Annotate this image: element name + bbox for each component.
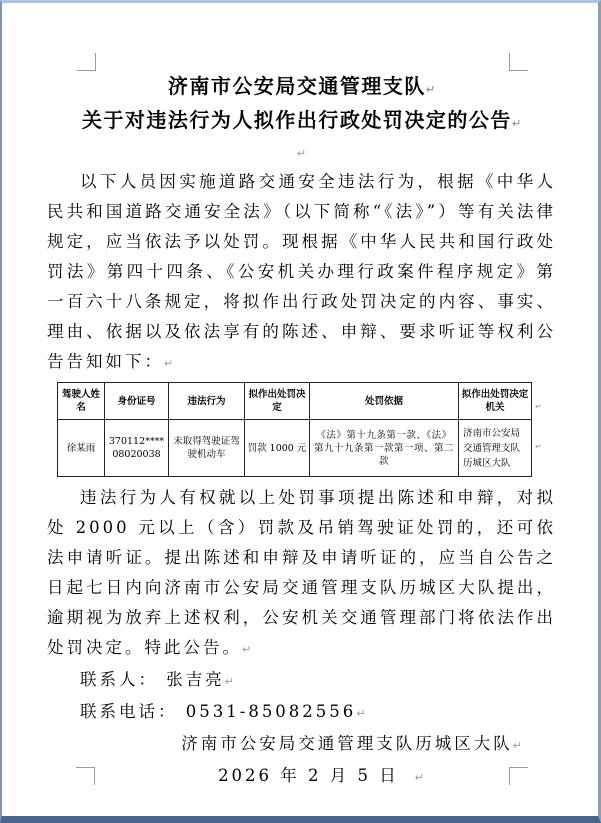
- contact-label: 联系人：: [80, 670, 158, 689]
- text-boundary-mark-top-right: [509, 53, 528, 71]
- table-row: [58, 420, 532, 477]
- row-end-mark: ↵: [535, 402, 542, 411]
- phone-number: 0531-85082556: [185, 702, 357, 721]
- document-body: [47, 71, 556, 793]
- penalty-table-wrap: [47, 382, 556, 477]
- rights-paragraph: [47, 483, 556, 665]
- paragraph-mark: ↵: [512, 739, 522, 752]
- rights-paragraph-text: 违法行为人有权就以上处罚事项提出陈述和申辩，对拟处 2000 元以上（含）罚款及吊销驾驶证处罚的，还可依法申请听证。提出陈述和申辩及申请听证的，应当自公告之日起七日内向济南市公安局交通管理支队历城区大队提出，逾期视为放弃上述权利，公安机关交通管理部门将依法作出处罚决定。特此公告。: [47, 488, 556, 657]
- title-text: 济南市公安局交通管理支队: [167, 74, 426, 98]
- cell-proposed-decision: 罚款 1000 元: [245, 420, 310, 477]
- contact-phone-line: [47, 697, 556, 729]
- document-title-line1: [47, 71, 556, 105]
- text-boundary-mark-top-left: [77, 53, 96, 71]
- paragraph-mark: ↵: [224, 675, 234, 688]
- cell-violation: 未取得驾驶证驾驶机动车: [169, 420, 245, 477]
- header-proposed-decision: 拟作出处罚决定: [245, 383, 310, 420]
- intro-paragraph-text: 以下人员因实施道路交通安全违法行为，根据《中华人民共和国道路交通安全法》（以下简称“《法》”）等有关法律规定，应当依法予以处罚。现根据《中华人民共和国行政处罚法》第四十四条、《公安机关办理行政案件程序规定》第一百六十八条规定，将拟作出行政处罚决定的内容、事实、理由、依据以及依法享有的陈述、申辩、要求听证等权利公告告知如下：: [47, 172, 556, 371]
- table-header-row: [58, 383, 532, 420]
- paragraph-mark: ↵: [242, 643, 252, 656]
- header-id-number: 身份证号: [105, 383, 169, 420]
- paragraph-mark: ↵: [296, 147, 307, 160]
- paragraph-mark: ↵: [414, 771, 424, 784]
- cell-id-number: 370112****08020038: [105, 420, 169, 477]
- paragraph-mark: ↵: [164, 357, 174, 370]
- header-deciding-authority: 拟作出处罚决定机关: [459, 383, 532, 420]
- title-text: 关于对违法行为人拟作出行政处罚决定的公告: [81, 108, 512, 132]
- header-driver-name: 驾驶人姓名: [58, 383, 105, 420]
- paragraph-mark: ↵: [511, 117, 522, 130]
- paragraph-mark: ↵: [356, 707, 366, 720]
- penalty-table: [57, 382, 532, 477]
- cell-deciding-authority: 济南市公安局交通管理支队历城区大队: [459, 420, 532, 477]
- header-penalty-basis: 处罚依据: [310, 383, 459, 420]
- issuing-authority: 济南市公安局交通管理支队历城区大队: [181, 734, 513, 753]
- row-end-mark: ↵: [535, 442, 542, 451]
- cell-driver-name: 徐某雨: [58, 420, 105, 477]
- cell-penalty-basis: 《法》第十九条第一款、《法》第九十九条第一款第一项、第二款: [310, 420, 459, 477]
- paragraph-mark: ↵: [425, 83, 436, 96]
- empty-paragraph: [47, 139, 556, 167]
- intro-paragraph: [47, 167, 556, 379]
- header-violation: 违法行为: [169, 383, 245, 420]
- date-line: [47, 761, 556, 793]
- signature-line: [47, 729, 556, 761]
- issue-date: 2026 年 2 月 5 日: [218, 766, 399, 785]
- document-title-line2: [47, 105, 556, 139]
- contact-name: 张吉亮: [166, 670, 225, 689]
- phone-label: 联系电话：: [80, 702, 178, 721]
- contact-person-line: [47, 665, 556, 697]
